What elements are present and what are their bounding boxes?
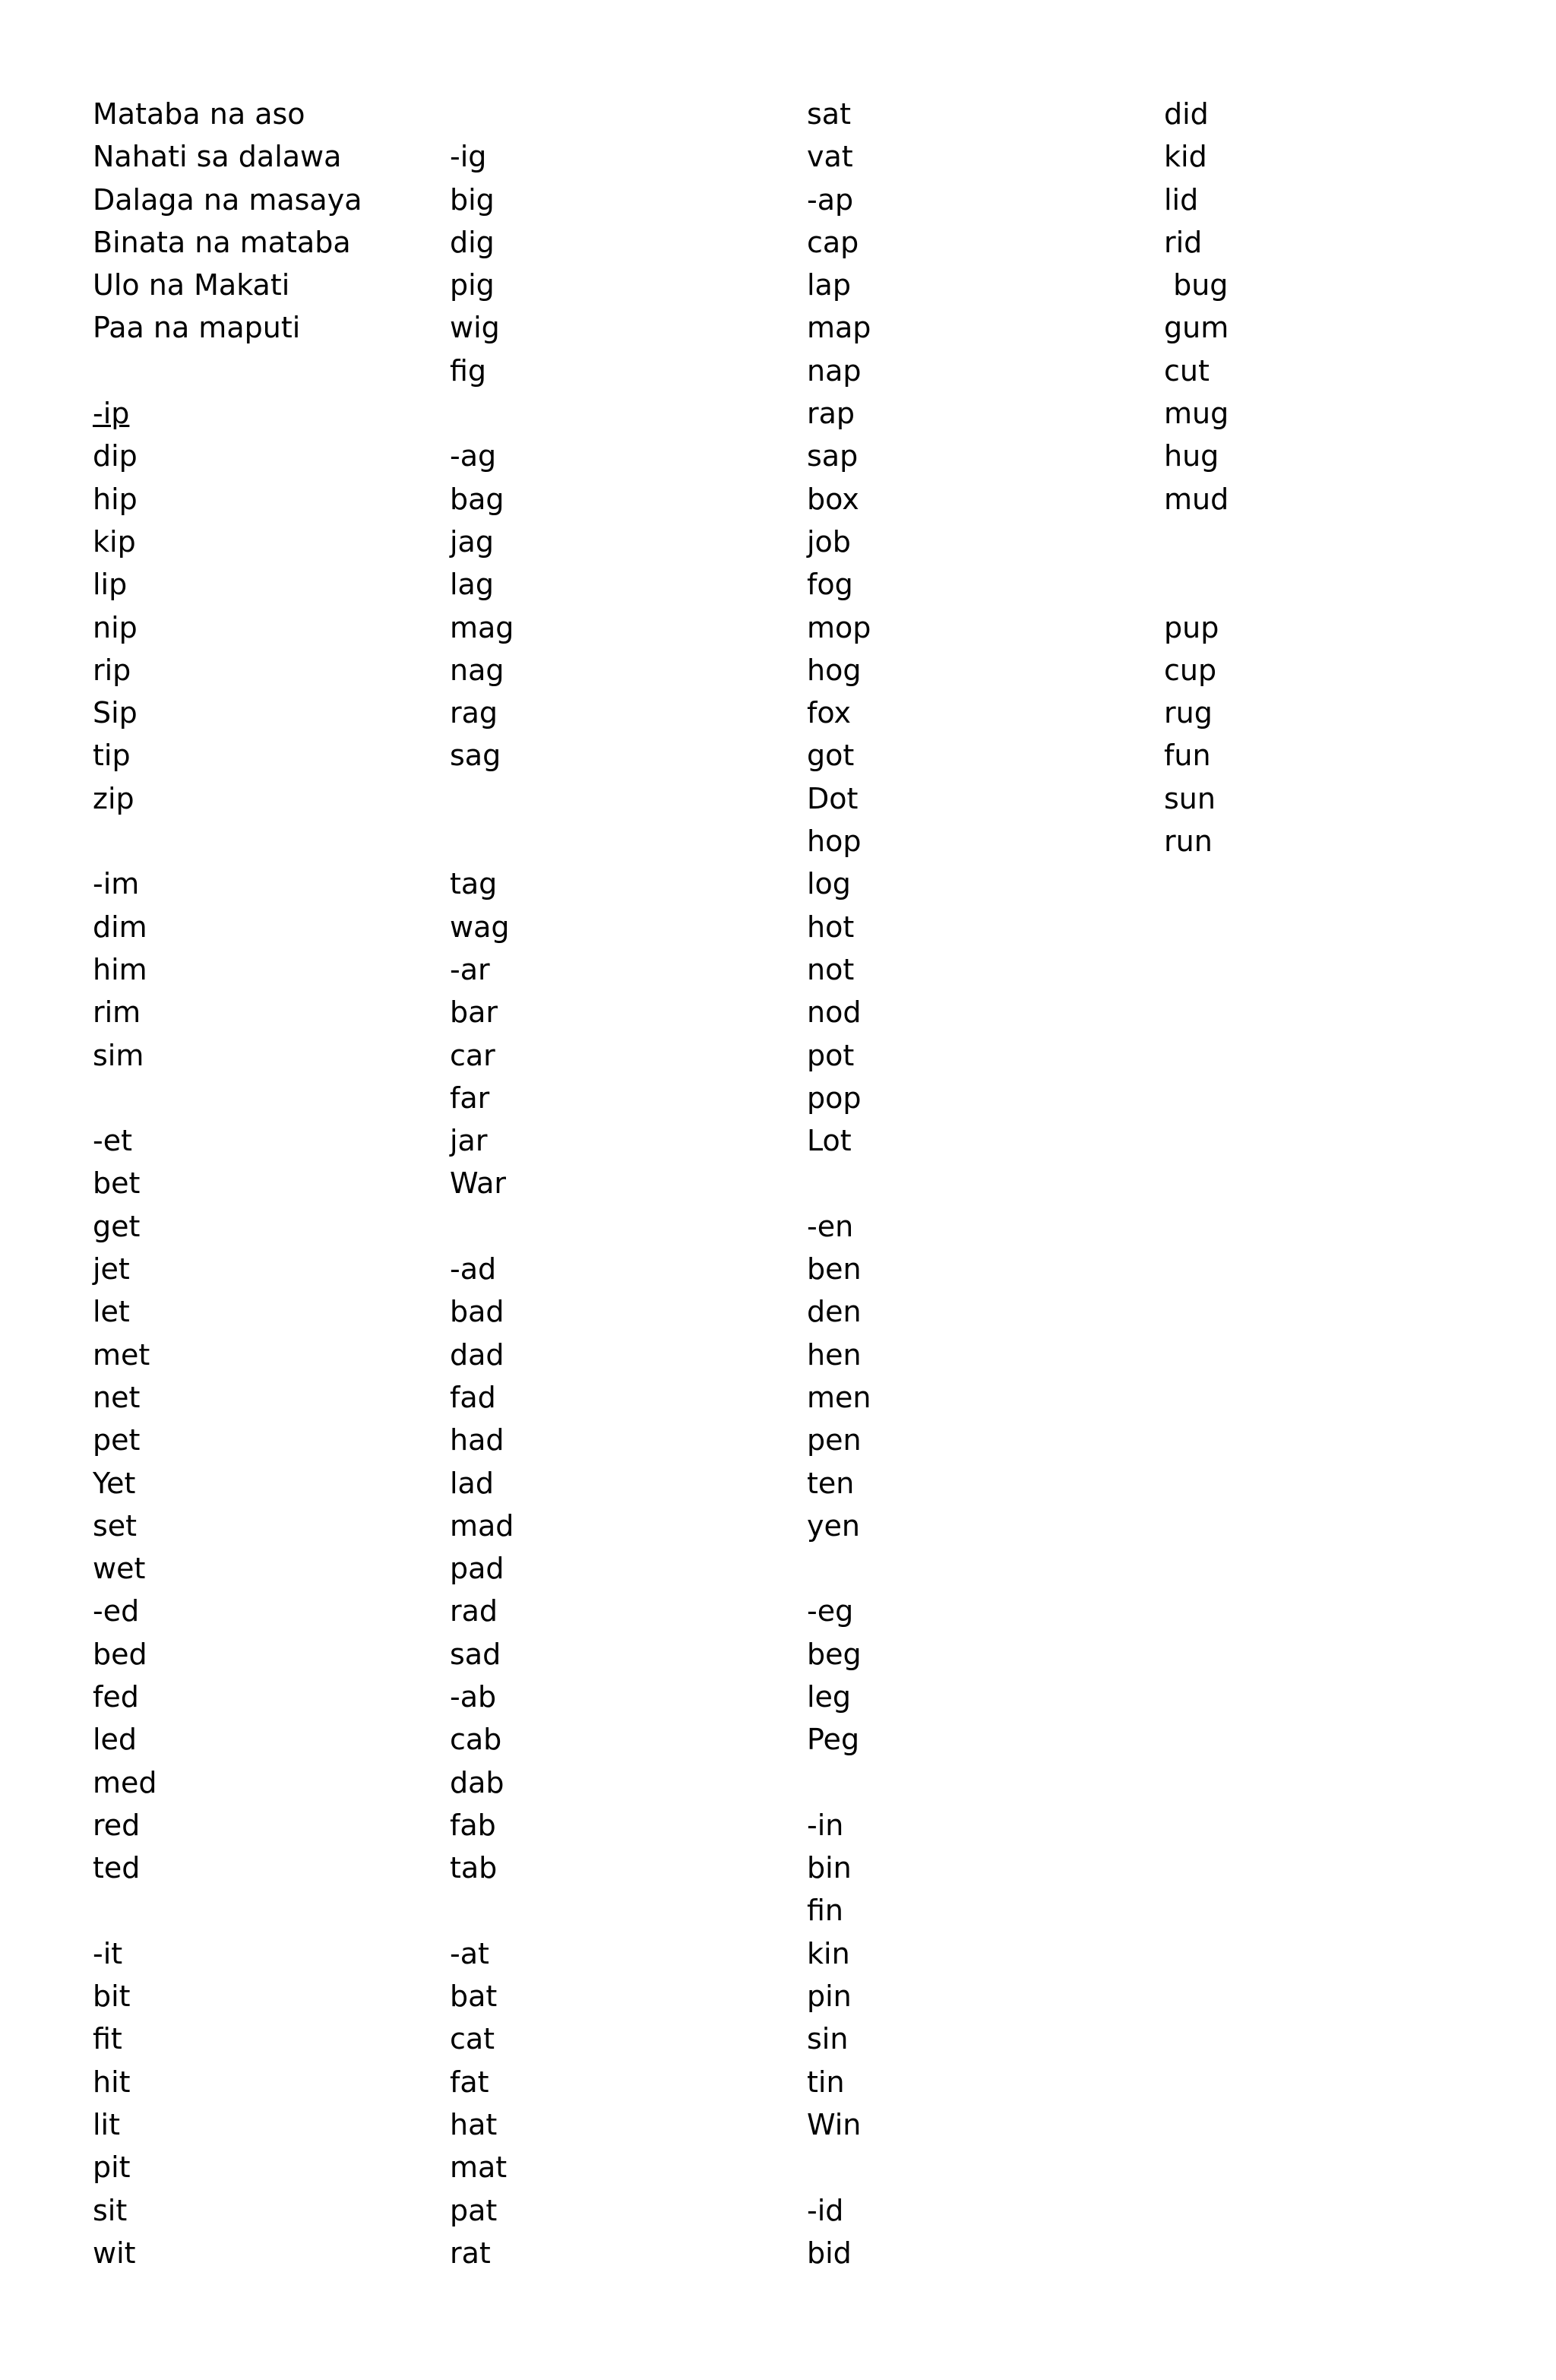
word-item: pet (93, 1423, 141, 1457)
word-item: lag (450, 568, 494, 602)
word-item: men (807, 1380, 871, 1414)
word-item: Win (807, 2107, 862, 2141)
word-column-4 (1164, 93, 1513, 862)
word-item: fun (1164, 739, 1211, 773)
word-item: pad (450, 1552, 504, 1586)
word-item: fox (807, 696, 851, 730)
word-item: rim (93, 995, 141, 1030)
word-item: bid (807, 2236, 852, 2270)
blank-row (93, 350, 442, 392)
word-item: -in (807, 1808, 844, 1842)
word-item: sat (807, 97, 851, 131)
word-item: job (807, 524, 851, 559)
word-item: lid (1164, 182, 1199, 217)
word-item: -ip (93, 397, 130, 431)
word-item: dad (450, 1337, 504, 1372)
word-item: mat (450, 2151, 508, 2185)
word-item: run (1164, 824, 1213, 859)
word-item: dip (93, 439, 138, 473)
word-item: met (93, 1337, 150, 1372)
word-item: log (807, 867, 851, 901)
word-item: ted (93, 1851, 141, 1885)
blank-row (807, 1162, 1156, 1204)
word-item: had (450, 1423, 504, 1457)
word-item: Dalaga na masaya (93, 182, 362, 217)
word-item: pin (807, 1980, 852, 2014)
word-item: bad (450, 1295, 504, 1329)
word-item: mad (450, 1508, 514, 1543)
blank-row (450, 1205, 799, 1248)
word-item: -im (93, 867, 140, 901)
word-item: Ulo na Makati (93, 268, 290, 302)
word-item: beg (807, 1637, 862, 1671)
word-item: jet (93, 1252, 130, 1287)
word-item: pup (1164, 610, 1219, 644)
word-item: fit (93, 2022, 122, 2056)
blank-row (450, 1889, 799, 1932)
word-item: hug (1164, 439, 1219, 473)
word-item: jar (450, 1124, 488, 1158)
word-item: not (807, 952, 855, 986)
word-item: kip (93, 524, 136, 559)
word-item: Yet (93, 1466, 136, 1500)
blank-row (450, 777, 799, 820)
word-item: sun (1164, 781, 1216, 815)
word-item: cut (1164, 353, 1210, 388)
word-item: -id (807, 2193, 844, 2227)
word-item: Dot (807, 781, 859, 815)
word-item: rag (450, 696, 498, 730)
word-item: kid (1164, 140, 1207, 174)
word-column-3 (807, 93, 1156, 2274)
word-item: hop (807, 824, 862, 859)
word-item: yen (807, 1508, 860, 1543)
word-item: Peg (807, 1723, 860, 1757)
word-item: hen (807, 1337, 862, 1372)
word-item: rad (450, 1594, 498, 1628)
blank-row (93, 1889, 442, 1932)
word-item: wig (450, 311, 500, 345)
word-item: pig (450, 268, 495, 302)
word-item: hit (93, 2065, 131, 2099)
word-item: lap (807, 268, 851, 302)
word-item: bag (450, 482, 504, 516)
word-item: sap (807, 439, 859, 473)
blank-row (93, 1077, 442, 1119)
word-item: rap (807, 397, 855, 431)
word-item: den (807, 1295, 862, 1329)
word-item: get (93, 1209, 141, 1243)
word-item: bed (93, 1637, 147, 1671)
word-item: tag (450, 867, 498, 901)
word-item: -et (93, 1124, 132, 1158)
word-item: nod (807, 995, 862, 1030)
word-item: let (93, 1295, 130, 1329)
word-item: rip (93, 653, 131, 687)
blank-row (807, 1547, 1156, 1590)
word-item: lit (93, 2107, 121, 2141)
word-item: hot (807, 910, 855, 944)
blank-row (807, 2146, 1156, 2189)
word-item: pot (807, 1038, 855, 1072)
word-item: mop (807, 610, 871, 644)
word-item: set (93, 1508, 138, 1543)
word-item: bat (450, 1980, 498, 2014)
word-item: med (93, 1765, 157, 1799)
word-item: -ag (450, 439, 497, 473)
word-item: -it (93, 1936, 123, 1970)
word-item: zip (93, 781, 134, 815)
word-item: nip (93, 610, 138, 644)
word-item: map (807, 311, 871, 345)
word-item: ten (807, 1466, 855, 1500)
word-item: sit (93, 2193, 128, 2227)
word-item: Lot (807, 1124, 852, 1158)
word-item: sin (807, 2022, 849, 2056)
word-item: -en (807, 1209, 854, 1243)
word-item: did (1164, 97, 1209, 131)
word-item: nap (807, 353, 862, 388)
blank-row (450, 392, 799, 435)
word-item: wag (450, 910, 510, 944)
word-item: bit (93, 1980, 131, 2014)
word-item: -eg (807, 1594, 854, 1628)
word-item: rid (1164, 225, 1203, 259)
word-item: hog (807, 653, 862, 687)
blank-row (450, 93, 799, 135)
word-item: fog (807, 568, 853, 602)
word-item: tin (807, 2065, 845, 2099)
blank-row (450, 820, 799, 862)
word-item: dig (450, 225, 495, 259)
word-item: Mataba na aso (93, 97, 305, 131)
word-item: sad (450, 1637, 501, 1671)
word-item: jag (450, 524, 494, 559)
word-item: gum (1164, 311, 1229, 345)
word-item: bet (93, 1166, 141, 1201)
word-item: kin (807, 1936, 850, 1970)
word-item: pit (93, 2151, 131, 2185)
word-item: rug (1164, 696, 1213, 730)
word-item: vat (807, 140, 853, 174)
word-item: dab (450, 1765, 504, 1799)
word-item: bin (807, 1851, 852, 1885)
word-item: sim (93, 1038, 144, 1072)
word-item: -ad (450, 1252, 497, 1287)
word-item: mud (1164, 482, 1229, 516)
word-item: Nahati sa dalawa (93, 140, 342, 174)
word-item: wet (93, 1552, 146, 1586)
word-item: -ab (450, 1679, 497, 1714)
word-column-1 (93, 93, 442, 2274)
word-item: big (450, 182, 495, 217)
word-item: cup (1164, 653, 1217, 687)
word-item: -ar (450, 952, 490, 986)
word-item: cap (807, 225, 859, 259)
word-item: mug (1164, 397, 1229, 431)
word-item: War (450, 1166, 507, 1201)
word-item: Sip (93, 696, 138, 730)
word-item: -ig (450, 140, 487, 174)
word-item: led (93, 1723, 138, 1757)
word-item: red (93, 1808, 141, 1842)
word-item: ben (807, 1252, 862, 1287)
word-item: leg (807, 1679, 852, 1714)
word-item: pop (807, 1081, 862, 1115)
word-item: nag (450, 653, 504, 687)
word-item: hip (93, 482, 138, 516)
blank-row (807, 1761, 1156, 1804)
word-item: got (807, 739, 855, 773)
word-item: -ap (807, 182, 854, 217)
word-item: lip (93, 568, 128, 602)
word-item: car (450, 1038, 495, 1072)
word-item: bug (1164, 268, 1229, 302)
word-item: wit (93, 2236, 136, 2270)
word-item: Paa na maputi (93, 311, 301, 345)
blank-row (93, 820, 442, 862)
word-item: pat (450, 2193, 498, 2227)
word-column-2 (450, 93, 799, 2274)
word-item: fed (93, 1679, 139, 1714)
blank-row (1164, 563, 1513, 606)
word-item: -at (450, 1936, 489, 1970)
word-item: far (450, 1081, 490, 1115)
word-item: cat (450, 2022, 495, 2056)
word-item: pen (807, 1423, 862, 1457)
word-item: sag (450, 739, 501, 773)
word-item: -ed (93, 1594, 140, 1628)
word-item: Binata na mataba (93, 225, 351, 259)
word-item: lad (450, 1466, 494, 1500)
word-item: him (93, 952, 147, 986)
word-item: fin (807, 1894, 844, 1928)
word-item: dim (93, 910, 147, 944)
word-item: fab (450, 1808, 496, 1842)
word-item: rat (450, 2236, 491, 2270)
word-item: hat (450, 2107, 498, 2141)
blank-row (1164, 521, 1513, 563)
word-item: fig (450, 353, 487, 388)
word-item: fat (450, 2065, 489, 2099)
word-item: cab (450, 1723, 502, 1757)
word-item: box (807, 482, 859, 516)
word-item: fad (450, 1380, 496, 1414)
word-item: tab (450, 1851, 498, 1885)
word-item: mag (450, 610, 514, 644)
word-item: net (93, 1380, 141, 1414)
word-item: bar (450, 995, 498, 1030)
word-item: tip (93, 739, 131, 773)
